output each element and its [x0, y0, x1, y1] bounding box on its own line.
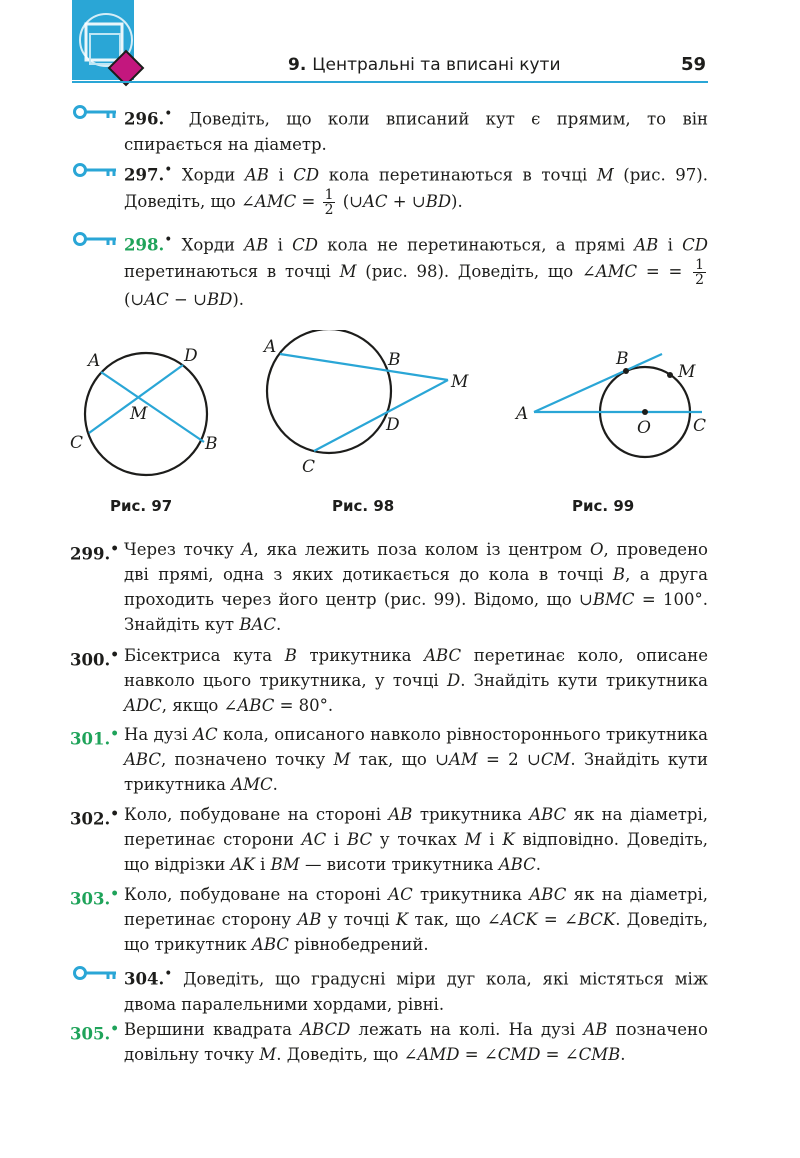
label-c: C: [693, 416, 707, 436]
problem-305: 305.• Вершини квадрата ABCD лежать на колі. На дузі AB позначено довільну точку M. Доведіть, що ∠AMD = ∠CMD = ∠CMB.: [70, 1020, 708, 1064]
point-m: [667, 372, 673, 378]
problem-296: 296.• Доведіть, що коли вписаний кут є прямим, то він спирається на діаметр.: [124, 106, 709, 154]
point-o: [642, 409, 648, 415]
problem-299: 299.• Через точку A, яка лежить поза колом із центром O, проведено дві прямі, одна з яких дотикається до кола в точці B, а друга проходить через його центр (рис. 99). Відомо, що ∪BMC = 100°. Знайдіть кут BAC.: [70, 540, 709, 634]
problem-298: 298.• Хорди AB і CD кола не перетинаються, а прямі AB і CD перетинаються в точці M (рис. 98). Доведіть, що ∠AMC = = $\frac{1}{2}$ (∪AC − ∪BD).: [124, 232, 708, 309]
fraction: $\frac{1}{2}$: [695, 256, 705, 288]
label-a: A: [88, 351, 101, 371]
line-ab: [280, 354, 448, 380]
problem-303: 303.• Коло, побудоване на стороні AC трикутника ABC як на діаметрі, перетинає сторону AB у точці K так, що ∠ACK = ∠BCK. Доведіть, що трикутник ABC рівнобедрений.: [70, 885, 709, 954]
figure-97: [68, 330, 228, 490]
key-icon: [72, 965, 118, 981]
figure-98: [258, 330, 488, 480]
key-icon: [72, 231, 118, 247]
corner-logo: [72, 0, 150, 90]
key-icon: [72, 162, 118, 178]
label-a: A: [264, 337, 277, 357]
label-b: B: [205, 434, 218, 454]
line-cd: [314, 380, 448, 451]
header-rule: [72, 81, 708, 83]
label-b: B: [616, 349, 629, 369]
label-m: M: [451, 372, 469, 392]
key-icon: [72, 104, 118, 120]
label-c: C: [70, 433, 84, 453]
label-d: D: [386, 415, 400, 435]
chapter-title: 9. Центральні та вписані кути: [288, 55, 561, 75]
problem-297: 297.• Хорди AB і CD кола перетинаються в точці M (рис. 97). Доведіть, що ∠AMC = $\frac{1}{2}$ (∪AC + ∪BD).: [124, 162, 708, 218]
figure-99-caption: Рис. 99: [572, 497, 635, 515]
problem-300: 300.• Бісектриса кута B трикутника ABC перетинає коло, описане навколо цього трикутника, у точці D. Знайдіть кути трикутника ADC, якщо ∠ABC = 80°.: [70, 646, 708, 715]
chord-ab: [101, 372, 204, 442]
figure-97-caption: Рис. 97: [110, 497, 173, 515]
figure-98-caption: Рис. 98: [332, 497, 395, 515]
label-b: B: [388, 350, 401, 370]
label-m: M: [678, 362, 696, 382]
page-number: 59: [680, 54, 706, 75]
label-m: M: [130, 404, 148, 424]
figure-99: [512, 330, 712, 470]
fig98-circle: [267, 330, 391, 453]
label-a: A: [516, 404, 529, 424]
label-d: D: [184, 346, 198, 366]
label-o: O: [637, 418, 651, 438]
label-c: C: [302, 457, 316, 477]
tangent-line: [534, 354, 662, 412]
problem-304: 304.• Доведіть, що градусні міри дуг кола, які містяться між двома паралельними хордами, рівні.: [124, 966, 708, 1014]
problem-302: 302.• Коло, побудоване на стороні AB трикутника ABC як на діаметрі, перетинає сторони AC і BC у точках M і K відповідно. Доведіть, що відрізки AK і BM — висоти трикутника ABC.: [70, 805, 708, 874]
problem-301: 301.• На дузі AC кола, описаного навколо рівностороннього трикутника ABC, позначено точку M так, що ∪AM = 2 ∪CM. Знайдіть кути трикутника AMC.: [70, 725, 708, 794]
fraction: $\frac{1}{2}$: [324, 186, 334, 218]
